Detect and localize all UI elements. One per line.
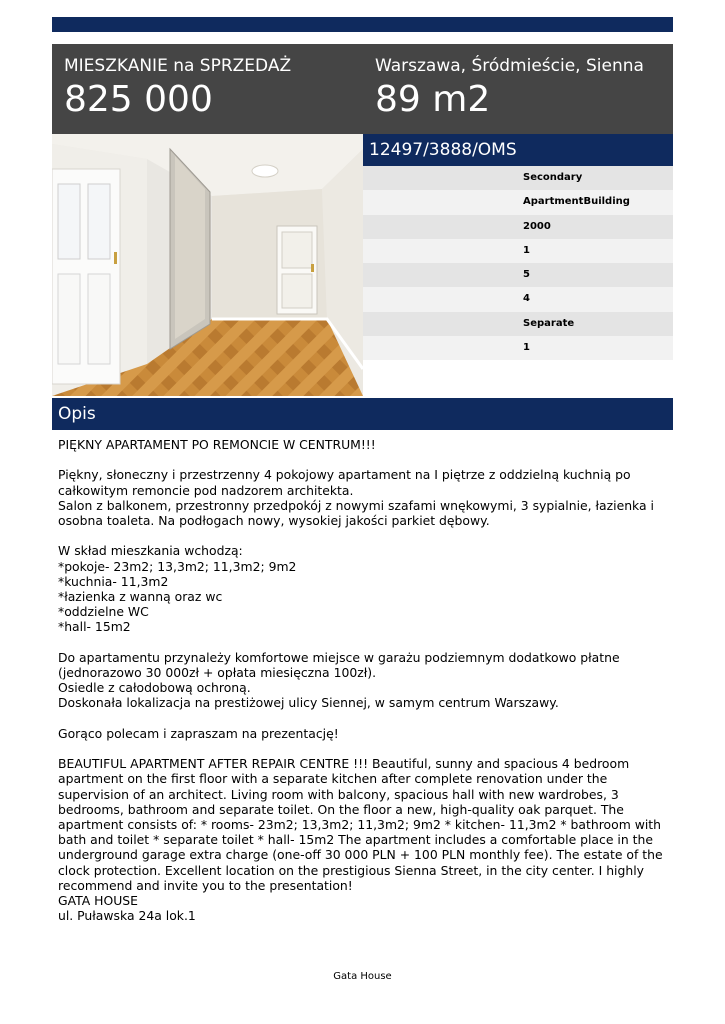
apartment-photo (52, 134, 363, 396)
listing-type: MIESZKANIE na SPRZEDAŻ (64, 56, 292, 76)
listing-header (52, 44, 673, 134)
listing-id: 12497/3888/OMS (363, 134, 673, 166)
detail-rooms: 4 (363, 287, 673, 311)
top-accent-bar (52, 17, 673, 32)
area: 89 m2 (375, 79, 491, 120)
detail-building-type: ApartmentBuilding (363, 190, 673, 214)
detail-floor: 1 (363, 239, 673, 263)
detail-market: Secondary (363, 166, 673, 190)
description: PIĘKNY APARTAMENT PO REMONCIE W CENTRUM!!! Piękny, słoneczny i przestrzenny 4 pokojowy apartament na I piętrze z oddzielną kuchnią po całkowitym remoncie pod nadzorem architekta. Salon z balkonem, przestronny przedpokój z nowymi szafami wnękowymi, 3 sypialnie, łazienka i osobna toaleta. Na podłogach nowy, wysokiej jakości parkiet dębowy. W skład mieszkania wchodzą: *pokoje- 23m2; 13,3m2; 11,3m2; 9m2 *kuchnia- 11,3m2 *łazienka z wanną oraz wc *oddzielne WC *hall- 15m2 Do apartamentu przynależy komfortowe miejsce w garażu podziemnym dodatkowo płatne (jednorazowo 30 000zł + opłata miesięczna 100zł). Osiedle z całodobową ochroną. Doskonała lokalizacja na prestiżowej ulicy Siennej, w samym centrum Warszawy. Gorąco polecam i zapraszam na prezentację! BEAUTIFUL APARTMENT AFTER REPAIR CENTRE !!! Beautiful, sunny and spacious 4 bedroom apartment on the first floor with a separate kitchen after complete renovation under the supervision of an architect. Living room with balcony, spacious hall with new wardrobes, 3 bedrooms, bathroom and separate toilet. On the floor a new, high-quality oak parquet. The apartment consists of: * rooms- 23m2; 13,3m2; 11,3m2; 9m2 * kitchen- 11,3m2 * bathroom with bath and toilet * separate toilet * hall- 15m2 The apartment includes a comfortable place in the underground garage extra charge (one-off 30 000 PLN + 100 PLN monthly fee). The estate of the clock protection. Excellent location on the prestigious Sienna Street, in the city center. I highly recommend and invite you to the presentation! GATA HOUSE ul. Puławska 24a lok.1 (58, 437, 663, 924)
detail-floors-total: 5 (363, 263, 673, 287)
detail-bathrooms: 1 (363, 336, 673, 360)
location: Warszawa, Śródmieście, Sienna (375, 56, 644, 76)
footer: Gata House (333, 971, 392, 982)
detail-kitchen: Separate (363, 312, 673, 336)
section-title: Opis (52, 398, 673, 430)
details-table (363, 166, 673, 360)
header-right (375, 54, 644, 120)
header-left (64, 54, 291, 120)
detail-year: 2000 (363, 215, 673, 239)
price: 825 000 (64, 79, 213, 120)
